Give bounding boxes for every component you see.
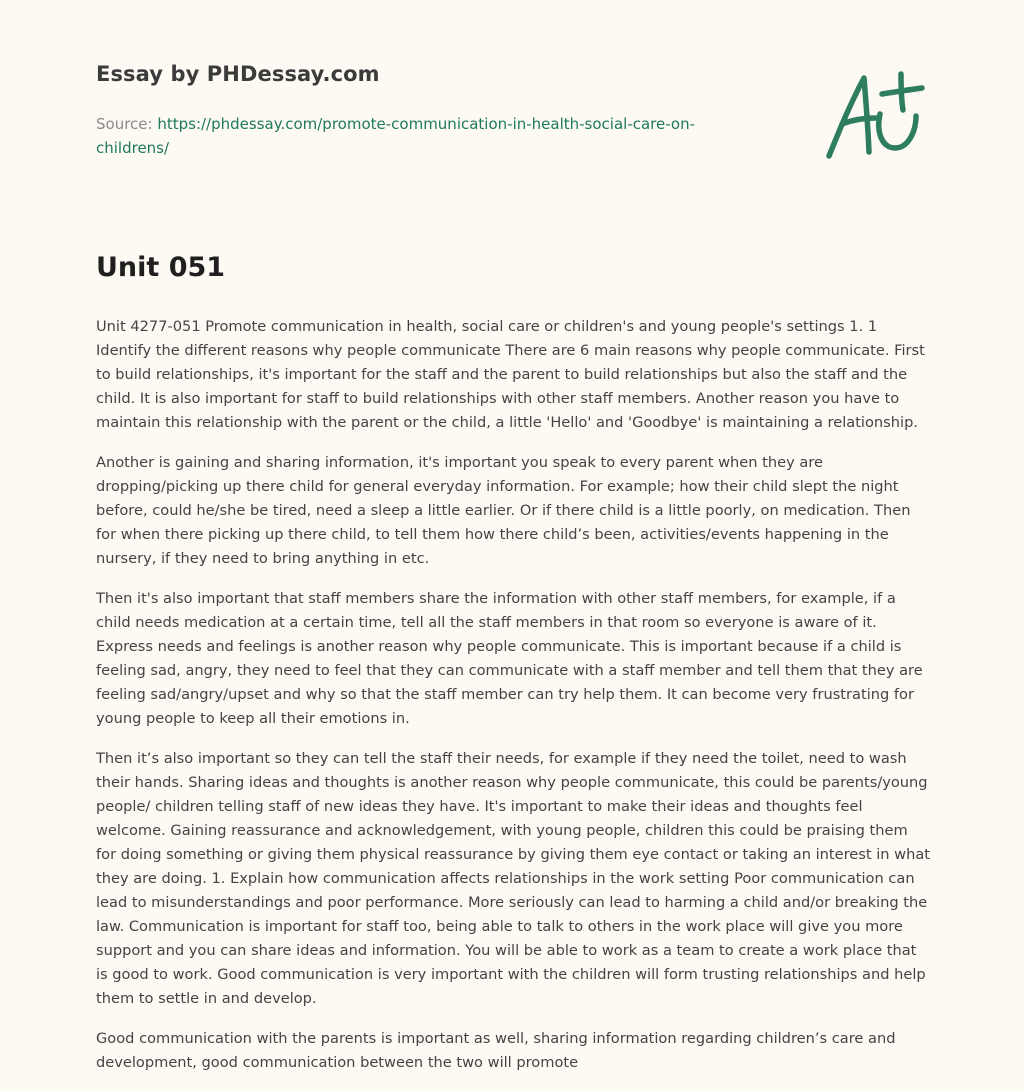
essay-paragraph: Then it's also important that staff members share the information with other staff members, for example, if a child needs medication at a certain time, tell all the staff members in that room so everyone is aware of it. Express needs and feelings is another reason why people communicate. This is important because if a child is feeling sad, angry, they need to feel that they can communicate with a staff member and tell them that they are feeling sad/angry/upset and why so that the staff member can try help them. It can become very frustrating for young people to keep all their emotions in.: [96, 590, 923, 727]
site-brand: Essay by PHDessay.com: [96, 62, 380, 86]
a-plus-grade-icon: [822, 68, 928, 164]
source-line: [96, 112, 736, 160]
source-label: Source:: [96, 115, 158, 133]
page-header: [96, 62, 736, 160]
essay-paragraph: Unit 4277-051 Promote communication in health, social care or children's and young people's settings 1. 1 Identify the different reasons why people communicate There are 6 main reasons why people communicate. First to build relationships, it's important for the staff and the parent to build relationships but also the staff and the child. It is also important for staff to build relationships with other staff members. Another reason you have to maintain this relationship with the parent or the child, a little 'Hello' and 'Goodbye' is maintaining a relationship.: [96, 318, 925, 431]
source-link[interactable]: https://phdessay.com/promote-communication-in-health-social-care-on-childrens/: [96, 115, 696, 157]
essay-body: [96, 315, 932, 1091]
essay-paragraph: Then it’s also important so they can tell the staff their needs, for example if they need the toilet, need to wash their hands. Sharing ideas and thoughts is another reason why people communicate, this could be parents/young people/ children telling staff of new ideas they have. It's important to make their ideas and thoughts feel welcome. Gaining reassurance and acknowledgement, with young people, children this could be praising them for doing something or giving them physical reassurance by giving them eye contact or taking an interest in what they are doing. 1. Explain how communication affects relationships in the work setting Poor communication can lead to misunderstandings and poor performance. More seriously can lead to harming a child and/or breaking the law. Communication is important for staff too, being able to talk to others in the work place will give you more support and you can share ideas and information. You will be able to work as a team to create a work place that is good to work. Good communication is very important with the children will form trusting relationships and help them to settle in and develop.: [96, 750, 931, 1007]
essay-paragraph: Good communication with the parents is important as well, sharing information regarding children’s care and development, good communication between the two will promote: [96, 1030, 896, 1071]
essay-paragraph: Another is gaining and sharing information, it's important you speak to every parent when they are dropping/picking up there child for general everyday information. For example; how their child slept the night before, could he/she be tired, need a sleep a little earlier. Or if there child is a little poorly, on medication. Then for when there picking up there child, to tell them how there child’s been, activities/events happening in the nursery, if they need to bring anything in etc.: [96, 454, 911, 567]
essay-title: Unit 051: [96, 252, 226, 283]
